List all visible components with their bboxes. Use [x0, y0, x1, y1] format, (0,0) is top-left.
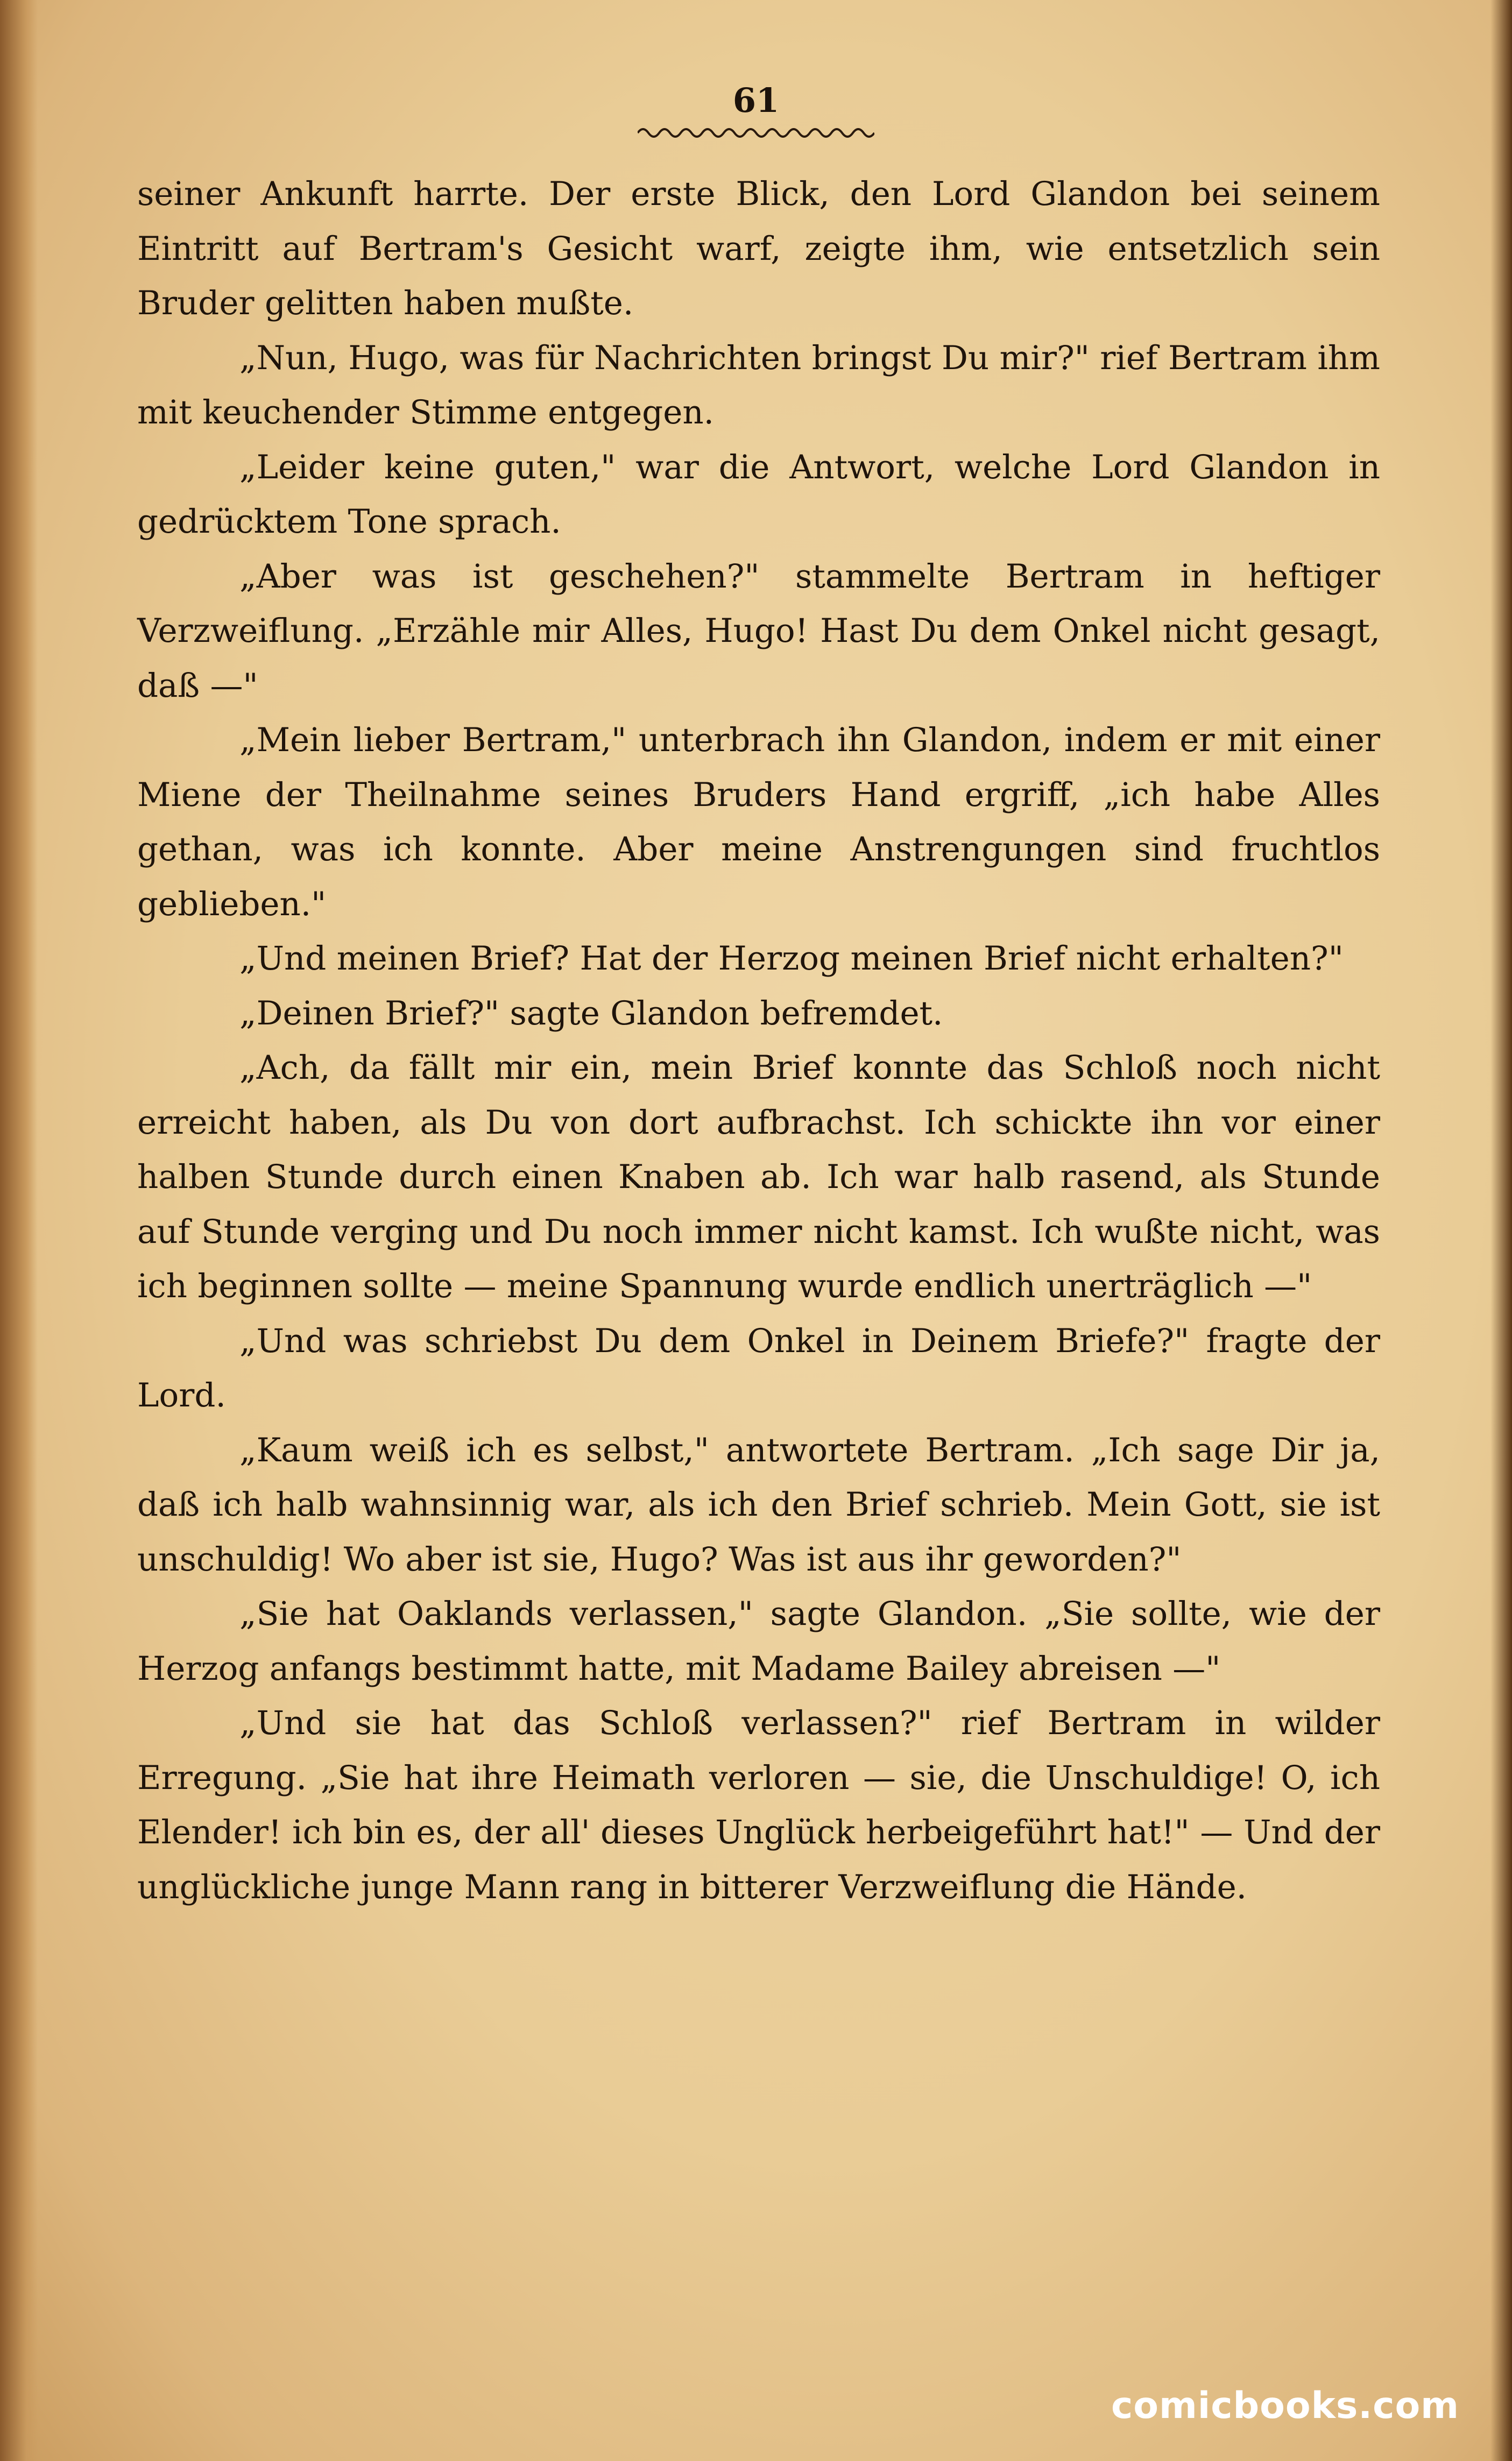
paragraph: „Mein lieber Bertram," unterbrach ihn Glandon, indem er mit einer Miene der Theilnahme seines Bruders Hand ergriff, „ich habe Alles gethan, was ich konnte. Aber meine Anstrengungen sind fruchtlos geblieben."	[137, 721, 1380, 923]
paragraph: „Sie hat Oaklands verlassen," sagte Glandon. „Sie sollte, wie der Herzog anfangs bestimmt hatte, mit Madame Bailey abreisen —"	[137, 1595, 1380, 1688]
paragraph: „Und sie hat das Schloß verlassen?" rief Bertram in wilder Erregung. „Sie hat ihre Heimath verloren — sie, die Unschuldige! O, ich Elender! ich bin es, der all' dieses Unglück herbeigeführt hat!" — Und der unglückliche junge Mann rang in bitterer Verzweiflung die Hände.	[137, 1704, 1380, 1906]
paragraph: „Nun, Hugo, was für Nachrichten bringst Du mir?" rief Bertram ihm mit keuchender Stimme entgegen.	[137, 338, 1380, 432]
paragraph: „Ach, da fällt mir ein, mein Brief konnte das Schloß noch nicht erreicht haben, als Du von dort aufbrachst. Ich schickte ihn vor einer halben Stunde durch einen Knaben ab. Ich war halb rasend, als Stunde auf Stunde verging und Du noch immer nicht kamst. Ich wußte nicht, was ich beginnen sollte — meine Spannung wurde endlich unerträglich —"	[137, 1049, 1380, 1305]
paragraph: „Leider keine guten," war die Antwort, welche Lord Glandon in gedrücktem Tone sprach.	[137, 448, 1380, 541]
paragraph: seiner Ankunft harrte. Der erste Blick, den Lord Glandon bei seinem Eintritt auf Bertram's Gesicht warf, zeigte ihm, wie entsetzlich sein Bruder gelitten haben mußte.	[137, 175, 1380, 322]
paragraph: „Aber was ist geschehen?" stammelte Bertram in heftiger Verzweiflung. „Erzähle mir Alles, Hugo! Hast Du dem Onkel nicht gesagt, daß —"	[137, 557, 1380, 705]
paragraph: „Kaum weiß ich es selbst," antwortete Bertram. „Ich sage Dir ja, daß ich halb wahnsinnig war, als ich den Brief schrieb. Mein Gott, sie ist unschuldig! Wo aber ist sie, Hugo? Was ist aus ihr geworden?"	[137, 1431, 1380, 1579]
page-edge-right	[1490, 0, 1512, 2461]
page-edge-left	[0, 0, 38, 2461]
paragraph: „Deinen Brief?" sagte Glandon befremdet.	[239, 994, 943, 1033]
header-ornament	[638, 121, 874, 143]
watermark: comicbooks.com	[1111, 2385, 1460, 2427]
paragraph: „Und was schriebst Du dem Onkel in Deinem Briefe?" fragte der Lord.	[137, 1321, 1380, 1415]
page-number: 61	[732, 81, 780, 120]
paragraph: „Und meinen Brief? Hat der Herzog meinen Brief nicht erhalten?"	[239, 939, 1344, 978]
body-text	[137, 167, 1380, 1914]
